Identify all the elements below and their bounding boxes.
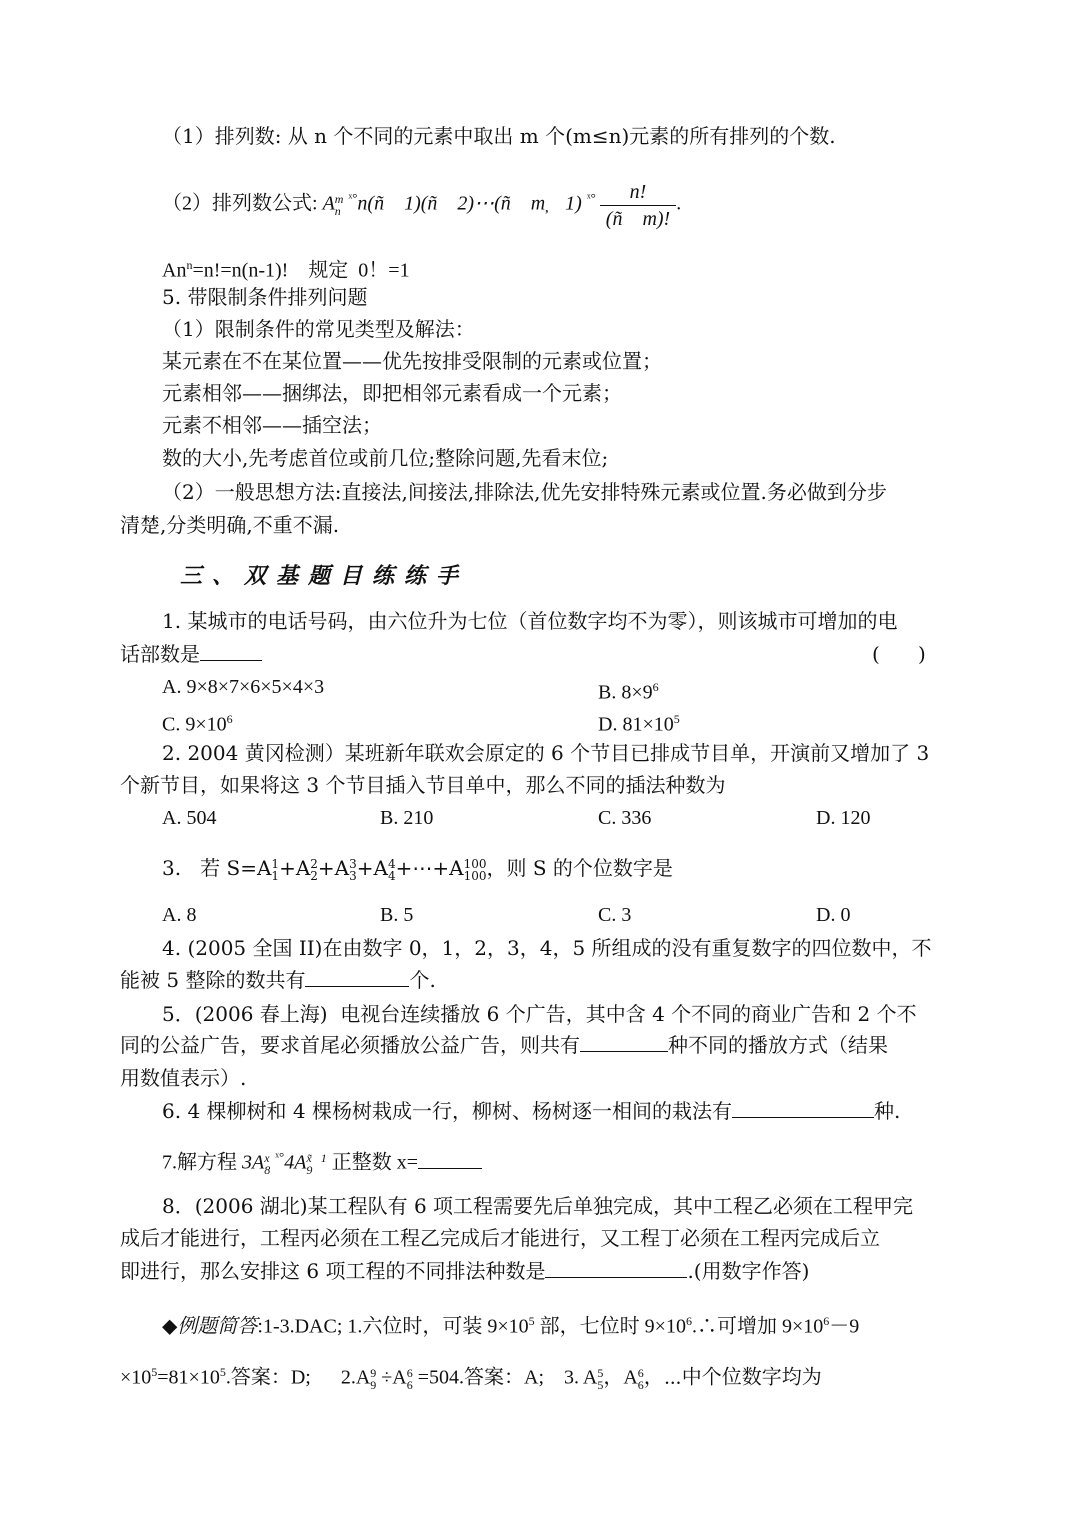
lhs-sup: m (334, 192, 344, 207)
q7-glyph: ˣ° (275, 1149, 285, 1164)
q1-d-text: D. 81×10 (598, 713, 674, 736)
ans2-d: ÷A (376, 1366, 407, 1389)
section-heading: 三、双基题目练练手 (180, 563, 469, 589)
q5-answer-blank[interactable] (580, 1033, 668, 1052)
q3-term-sub: 1 (271, 868, 280, 883)
ans1-d: －9 (829, 1315, 860, 1338)
perm-formula-lhs-scripts (335, 193, 344, 217)
q4-line2 (120, 966, 436, 994)
q3-term-sup: 1 (271, 856, 280, 871)
q7-term-a: 3A (242, 1151, 265, 1174)
q1-c-sup: 6 (226, 712, 233, 726)
q7-suffix: 正整数 x= (331, 1151, 419, 1174)
a6b-sup: 6 (637, 1366, 644, 1381)
q6-suffix: 种. (873, 1099, 901, 1123)
q3-term-sup: 4 (387, 856, 396, 871)
q3-sum-terms (271, 856, 673, 883)
q3-term-sup: 100 (463, 856, 487, 871)
q2-line2: 个新节目，如果将这 3 个节目插入节目单中，那么不同的插法种数为 (120, 773, 726, 797)
q4-text: 能被 5 整除的数共有 (120, 968, 306, 992)
perm-formula (162, 170, 681, 232)
q1-line1: 1. 某城市的电话号码，由六位升为七位（首位数字均不为零），则该城市可增加的电 (162, 609, 898, 633)
q3-line (162, 852, 673, 884)
a5-sup: 5 (597, 1366, 604, 1381)
q7-b-sub: 9 (306, 1163, 313, 1178)
ans2-f: ，A (603, 1366, 638, 1389)
rule-adjacent: 元素相邻——捆绑法，即把相邻元素看成一个元素； (162, 381, 622, 405)
ans1-c: .∴可增加 9×10 (691, 1315, 824, 1338)
q1-option-a: A. 9×8×7×6×5×4×3 (162, 676, 325, 698)
q1-option-b (598, 673, 659, 707)
perm-formula-label: （2）排列数公式: (162, 192, 318, 215)
a9-sup: 9 (370, 1366, 377, 1381)
q3-term-scripts (464, 858, 487, 882)
q3-term-sup: 3 (349, 856, 357, 871)
q4-suffix: 个. (409, 968, 436, 992)
ans2-g: ，⋯中个位数字均为 (643, 1366, 822, 1389)
ans1-b: 部，七位时 9×10 (534, 1315, 686, 1338)
q7-term-a-scripts (264, 1152, 270, 1176)
q3-term-operator: ，则 S 的个位数字是 (486, 856, 673, 880)
perm-formula-product: n(ñ 1)(ñ 2)⋯(ñ m̦ 1) (357, 192, 582, 215)
a6b-sub: 6 (637, 1378, 644, 1393)
q2-option-a: A. 504 (162, 807, 217, 829)
lhs-sub: n (334, 204, 341, 219)
ann-text: An (162, 259, 187, 282)
perm-formula-fraction (600, 179, 676, 232)
ans2-sup2: 5 (219, 1365, 226, 1379)
factorial-rule (162, 251, 410, 285)
a6-sup: 6 (406, 1366, 413, 1381)
section-5-sub1: （1）限制条件的常见类型及解法： (162, 317, 475, 341)
q3-term-sub: 4 (387, 868, 396, 883)
q2-option-c: C. 336 (598, 807, 652, 829)
q5-line2 (120, 1031, 888, 1059)
q1-c-text: C. 9×10 (162, 713, 227, 736)
q5-suffix: 种不同的播放方式（结果 (668, 1033, 888, 1057)
q3-prefix: 3. 若 S=A (162, 856, 272, 880)
ans1-sup2: 6 (685, 1314, 692, 1328)
q5-line3: 用数值表示）. (120, 1066, 247, 1090)
q5-line1: 5．(2006 春上海) 电视台连续播放 6 个广告，其中含 4 个不同的商业广告和 2 个不 (162, 1002, 917, 1026)
q1-answer-paren: ( ) (872, 642, 926, 666)
q1-b-sup: 6 (652, 680, 659, 694)
q2-line1: 2. 2004 黄冈检测）某班新年联欢会原定的 6 个节目已排成节目单，开演前又增加了 3 (162, 741, 930, 765)
q7-text: 7.解方程 (162, 1151, 237, 1174)
q7-term-b-scripts (306, 1152, 326, 1176)
ans2-c: .答案：D; 2.A (225, 1366, 371, 1389)
q8-suffix: .(用数字作答) (687, 1259, 810, 1283)
q3-option-a: A. 8 (162, 904, 197, 926)
q3-term-sub: 2 (310, 868, 318, 883)
q3-term-operator: +A (356, 856, 388, 880)
formula-period: . (676, 192, 682, 215)
section-5-title: 5. 带限制条件排列问题 (162, 285, 368, 309)
q7-line (162, 1140, 482, 1180)
ans2-a: ×10 (120, 1366, 152, 1389)
q8-text: 即进行，那么安排这 6 项工程的不同排法种数是 (120, 1259, 546, 1283)
ann-rest: =n!=n(n-1)! 规定 0！=1 (192, 259, 410, 282)
q3-term-scripts (388, 858, 396, 882)
q1-answer-blank[interactable] (200, 642, 262, 661)
q6-answer-blank[interactable] (732, 1099, 874, 1118)
q3-term-operator: +⋯+A (395, 856, 464, 880)
a5-sub: 5 (597, 1378, 604, 1393)
q3-term-operator: +A (317, 856, 350, 880)
q7-a-sup: x (264, 1151, 270, 1166)
q3-term-scripts (310, 858, 318, 882)
q2-option-d: D. 120 (816, 807, 871, 829)
ans1-a: :1-3.DAC; 1.六位时，可装 9×10 (257, 1315, 529, 1338)
q3-term-operator: +A (279, 856, 311, 880)
q7-a-sub: 8 (264, 1163, 271, 1178)
q6-text: 6. 4 棵柳树和 4 棵杨树栽成一行，柳树、杨树逐一相间的栽法有 (162, 1099, 732, 1123)
q3-term-sub: 3 (349, 868, 357, 883)
ans1-sup1: 5 (528, 1314, 535, 1328)
q3-option-c: C. 3 (598, 904, 632, 926)
ans1-sup3: 6 (823, 1314, 830, 1328)
answer-line1 (162, 1307, 859, 1341)
q1-text: 话部数是 (120, 642, 200, 666)
q8-line2: 成后才能进行，工程丙必须在工程乙完成后才能进行，又工程丁必须在工程丙完成后立 (120, 1226, 880, 1250)
ans2-b: =81×10 (157, 1366, 220, 1389)
ans2-sup1: 5 (151, 1365, 158, 1379)
a6-sub: 6 (406, 1378, 413, 1393)
answer-label: 例题简答 (177, 1313, 258, 1338)
formula-glyph: ˣ° (348, 190, 358, 205)
q1-line2 (120, 640, 262, 668)
formula-glyph-2: ˣ° (586, 190, 596, 205)
section-5-sub2-line1: （2）一般思想方法:直接法,间接法,排除法,优先安排特殊元素或位置.务必做到分步 (162, 480, 887, 504)
ans2-e: =504.答案：A; 3. A (412, 1366, 598, 1389)
q3-option-b: B. 5 (380, 904, 414, 926)
rule-non-adjacent: 元素不相邻——插空法； (162, 413, 382, 437)
q3-term-sup: 2 (310, 856, 318, 871)
a9-sub: 9 (370, 1378, 377, 1393)
ann-sup: n (186, 258, 193, 272)
q3-option-d: D. 0 (816, 904, 851, 926)
q1-b-text: B. 8×9 (598, 681, 653, 704)
q3-term-sub: 100 (463, 868, 487, 883)
q7-b-sup: x̃ 1 (306, 1151, 327, 1166)
q8-line1: 8．(2006 湖北)某工程队有 6 项工程需要先后单独完成，其中工程乙必须在工程甲完 (162, 1194, 914, 1218)
fraction-denominator: (ñ m)! (605, 207, 671, 230)
q8-line3 (120, 1257, 809, 1285)
q7-term-b: 4A (284, 1151, 307, 1174)
diamond-icon: ◆ (162, 1315, 178, 1338)
section-5-sub2-line2: 清楚,分类明确,不重不漏. (120, 513, 340, 537)
q4-line1: 4. (2005 全国 II)在由数字 0，1，2，3，4，5 所组成的没有重复数字的四位数中，不 (162, 936, 932, 960)
rule-number-size: 数的大小,先考虑首位或前几位;整除问题,先看末位; (162, 446, 609, 470)
q5-text: 同的公益广告，要求首尾必须播放公益广告，则共有 (120, 1033, 580, 1057)
q4-answer-blank[interactable] (305, 968, 409, 987)
fraction-numerator: n! (600, 179, 676, 206)
q7-answer-blank[interactable] (418, 1150, 482, 1169)
q1-option-d (598, 705, 680, 739)
answer-line2 (120, 1356, 822, 1394)
q1-option-c (162, 705, 233, 739)
perm-formula-lhs: A (322, 192, 335, 215)
q2-option-b: B. 210 (380, 807, 434, 829)
q6-line (162, 1097, 900, 1125)
q3-term-scripts (349, 858, 357, 882)
perm-number-definition: （1）排列数: 从 n 个不同的元素中取出 m 个(m≤n)元素的所有排列的个数. (162, 124, 836, 148)
q1-d-sup: 5 (673, 712, 680, 726)
rule-position: 某元素在不在某位置——优先按排受限制的元素或位置； (162, 349, 662, 373)
q8-answer-blank[interactable] (545, 1259, 687, 1278)
q3-term-scripts (271, 858, 279, 882)
